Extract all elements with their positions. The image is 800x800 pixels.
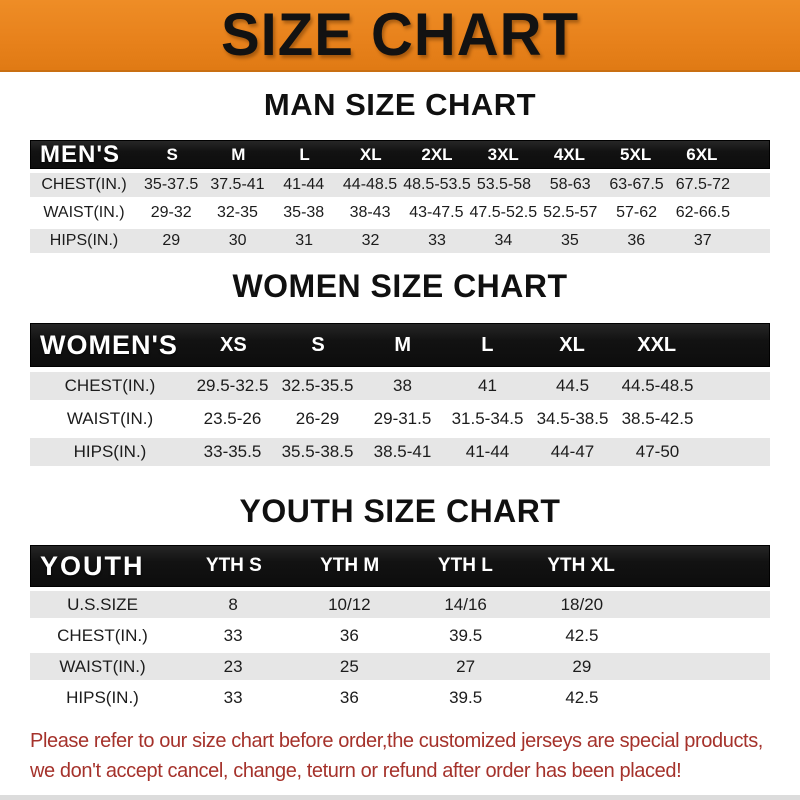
size-cell: 38.5-42.5	[621, 409, 694, 428]
column-header: XL	[359, 144, 382, 164]
footer-line-2: we don't accept cancel, change, teturn or refund after order has been placed!	[30, 760, 682, 782]
men-section-heading: MAN SIZE CHART	[263, 87, 537, 122]
size-cell: 67.5-72	[675, 176, 730, 193]
table-row	[30, 438, 770, 466]
column-header: M	[231, 144, 246, 164]
youth-size-table	[30, 545, 770, 711]
men-size-table	[30, 140, 770, 253]
size-cell: 36	[339, 625, 359, 645]
column-header: XS	[219, 333, 247, 356]
size-cell: 43-47.5	[409, 204, 464, 221]
column-header: XL	[559, 333, 585, 356]
section-youth	[0, 493, 800, 711]
size-cell: 44-47	[550, 442, 595, 461]
size-cell: 37	[693, 232, 712, 249]
section-women	[0, 268, 800, 466]
table-row	[30, 622, 770, 649]
table-header-label: MEN'S	[40, 140, 121, 168]
size-cell: 38.5-41	[373, 442, 432, 461]
size-cell: 48.5-53.5	[403, 176, 471, 193]
size-cell: 42.5	[565, 687, 599, 707]
column-header: 5XL	[620, 144, 652, 164]
column-header: YTH S	[205, 555, 262, 576]
row-label: U.S.SIZE	[67, 594, 138, 614]
table-row	[30, 405, 770, 433]
size-cell: 42.5	[565, 625, 599, 645]
column-header: YTH M	[320, 555, 380, 576]
size-cell: 38-43	[349, 204, 391, 221]
row-label: WAIST(IN.)	[66, 409, 154, 428]
size-cell: 62-66.5	[675, 204, 730, 221]
column-header: L	[481, 333, 494, 356]
row-label: HIPS(IN.)	[73, 442, 147, 461]
size-cell: 32-35	[216, 204, 258, 221]
table-header-label: YOUTH	[40, 550, 145, 581]
table-row	[30, 591, 770, 618]
size-cell: 34.5-38.5	[536, 409, 609, 428]
size-cell: 27	[456, 656, 476, 676]
size-cell: 44.5-48.5	[621, 376, 694, 395]
table-header-row	[30, 140, 770, 169]
size-cell: 33	[223, 625, 243, 645]
size-cell: 31.5-34.5	[451, 409, 524, 428]
size-cell: 36	[627, 232, 646, 249]
size-cell: 37.5-41	[210, 176, 265, 193]
size-cell: 35-38	[283, 204, 325, 221]
table-header-row	[30, 545, 770, 587]
size-cell: 44-48.5	[342, 176, 398, 193]
table-row	[30, 201, 770, 225]
size-cell: 41-44	[465, 442, 510, 461]
column-header: M	[394, 333, 412, 356]
size-cell: 52.5-57	[543, 204, 598, 221]
size-cell: 47-50	[635, 442, 680, 461]
table-header-label: WOMEN'S	[40, 329, 178, 360]
size-cell: 33	[428, 232, 446, 249]
footer-line-1: Please refer to our size chart before order,the customized jerseys are special products,	[30, 730, 763, 752]
column-header: XXL	[637, 333, 677, 356]
section-men	[0, 87, 800, 253]
table-row	[30, 229, 770, 253]
women-section-heading: WOMEN SIZE CHART	[232, 268, 568, 304]
size-cell: 29-31.5	[373, 409, 432, 428]
banner-title: SIZE CHART	[221, 0, 579, 69]
size-cell: 33	[223, 687, 243, 707]
size-cell: 35-37.5	[144, 176, 199, 193]
size-cell: 44.5	[555, 376, 590, 395]
size-cell: 26-29	[295, 409, 340, 428]
size-cell: 8	[228, 594, 238, 614]
column-header: S	[311, 333, 325, 356]
banner	[0, 0, 800, 72]
row-label: WAIST(IN.)	[43, 204, 125, 221]
row-label: HIPS(IN.)	[66, 687, 139, 707]
size-cell: 53.5-58	[476, 176, 532, 193]
size-cell: 30	[228, 232, 247, 249]
size-cell: 25	[339, 656, 359, 676]
size-cell: 39.5	[449, 687, 483, 707]
row-label: CHEST(IN.)	[57, 625, 148, 645]
size-cell: 38	[393, 376, 412, 395]
table-row	[30, 173, 770, 197]
table-header-row	[30, 323, 770, 367]
column-header: L	[299, 144, 310, 164]
size-cell: 35.5-38.5	[281, 442, 354, 461]
size-cell: 36	[339, 687, 359, 707]
column-header: S	[166, 144, 178, 164]
column-header: 4XL	[553, 144, 586, 164]
table-row	[30, 684, 770, 711]
size-cell: 23.5-26	[203, 409, 262, 428]
women-size-table	[30, 323, 770, 466]
size-cell: 35	[560, 232, 579, 249]
size-cell: 31	[295, 232, 313, 249]
row-label: CHEST(IN.)	[41, 176, 127, 193]
column-header: YTH XL	[547, 555, 615, 576]
size-cell: 58-63	[549, 176, 591, 193]
size-cell: 10/12	[328, 594, 371, 614]
size-cell: 29-32	[150, 204, 192, 221]
size-cell: 33-35.5	[203, 442, 262, 461]
size-cell: 32.5-35.5	[281, 376, 354, 395]
size-cell: 29	[572, 656, 592, 676]
size-cell: 29.5-32.5	[196, 376, 269, 395]
youth-section-heading: YOUTH SIZE CHART	[239, 493, 561, 529]
size-cell: 14/16	[444, 594, 487, 614]
row-label: WAIST(IN.)	[59, 656, 146, 676]
column-header: 2XL	[421, 144, 453, 164]
row-label: HIPS(IN.)	[49, 232, 119, 249]
table-row	[30, 372, 770, 400]
size-cell: 32	[361, 232, 380, 249]
size-cell: 41-44	[283, 176, 325, 193]
column-header: YTH L	[437, 555, 493, 576]
column-header: 3XL	[487, 144, 519, 164]
bottom-strip	[0, 795, 800, 800]
column-header: 6XL	[686, 144, 718, 164]
size-cell: 34	[494, 232, 513, 249]
row-label: CHEST(IN.)	[64, 376, 156, 395]
table-row	[30, 653, 770, 680]
size-cell: 63-67.5	[609, 176, 664, 193]
size-cell: 23	[223, 656, 243, 676]
size-cell: 47.5-52.5	[469, 204, 538, 221]
size-cell: 29	[162, 232, 181, 249]
size-cell: 39.5	[449, 625, 483, 645]
footer-note	[0, 726, 800, 786]
size-cell: 41	[478, 376, 497, 395]
size-cell: 18/20	[560, 594, 604, 614]
size-cell: 57-62	[616, 204, 657, 221]
